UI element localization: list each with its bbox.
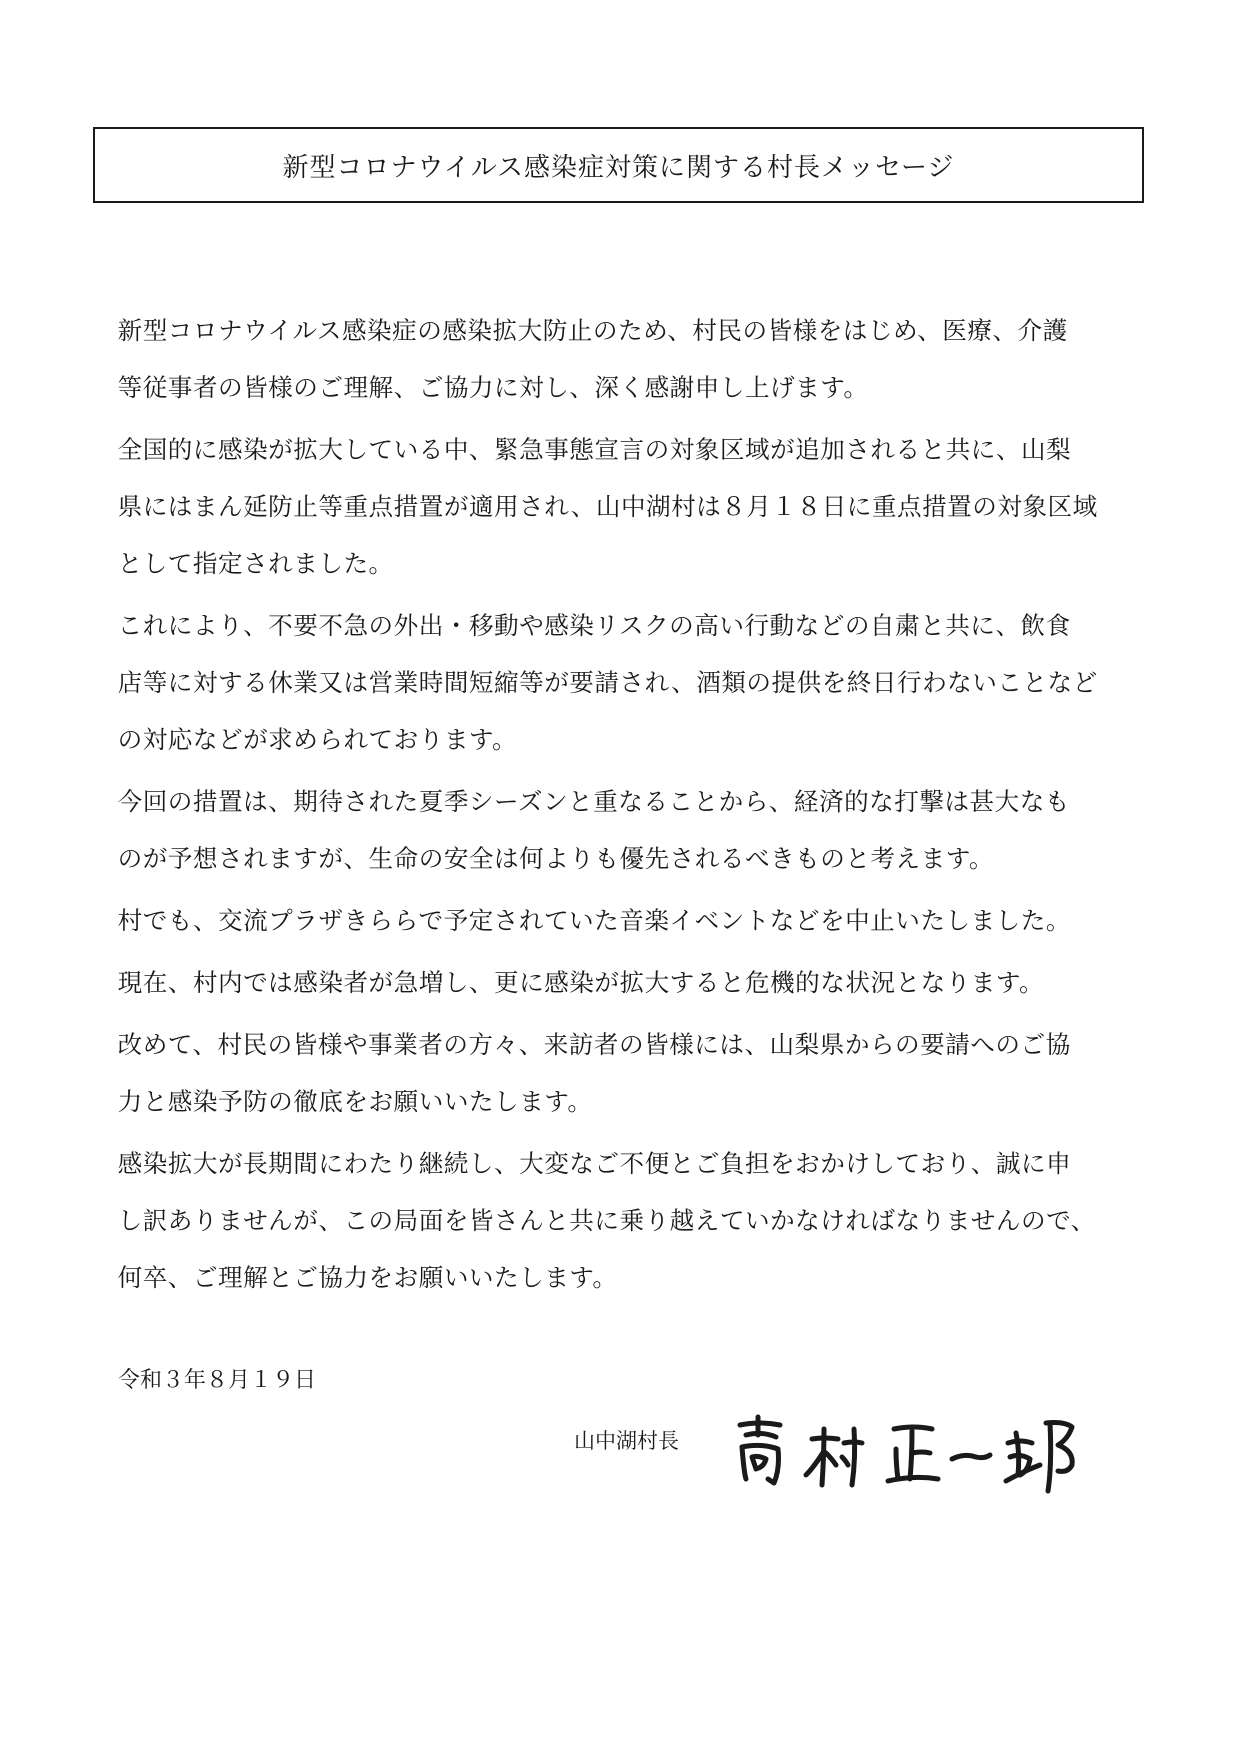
- paragraph-6: [93, 954, 1151, 1011]
- paragraph-2: [93, 421, 1151, 592]
- signature-stroke-group: [1006, 1423, 1072, 1492]
- issue-date: 令和３年８月１９日: [118, 1368, 317, 1393]
- paragraph-line: 等従事者の皆様のご理解、ご協力に対し、深く感謝申し上げます。: [117, 373, 869, 402]
- paragraph-line: のが予想されますが、生命の安全は何よりも優先されるべきものと考えます。: [117, 844, 994, 873]
- paragraph-line: として指定されました。: [117, 549, 394, 578]
- signer-title: 山中湖村長: [574, 1429, 679, 1453]
- paragraph-line: これにより、不要不急の外出・移動や感染リスクの高い行動などの自粛と共に、飲食: [117, 611, 1071, 640]
- paragraph-3: [93, 597, 1151, 768]
- paragraph-7: [93, 1016, 1151, 1130]
- paragraph-4: [93, 773, 1151, 887]
- paragraph-8: [93, 1135, 1151, 1306]
- paragraph-line: の対応などが求められております。: [117, 725, 518, 754]
- paragraph-line: 感染拡大が長期間にわたり継続し、大変なご不便とご負担をおかけしており、誠に申: [117, 1149, 1072, 1178]
- signature-stroke-group: [952, 1455, 990, 1459]
- paragraph-line: 現在、村内では感染者が急増し、更に感染が拡大すると危機的な状況となります。: [117, 968, 1045, 997]
- paragraph-line: 何卒、ご理解とご協力をお願いいたします。: [117, 1263, 618, 1292]
- paragraph-line: 店等に対する休業又は営業時間短縮等が要請され、酒類の提供を終日行わないことなど: [117, 668, 1098, 697]
- document-title: 新型コロナウイルス感染症対策に関する村長メッセージ: [282, 152, 955, 183]
- paragraph-5: [93, 892, 1151, 949]
- title-box: [93, 127, 1144, 203]
- signature-stroke-group: [740, 1417, 780, 1483]
- paragraph-line: 新型コロナウイルス感染症の感染拡大防止のため、村民の皆様をはじめ、医療、介護: [117, 316, 1068, 345]
- paragraph-line: 県にはまん延防止等重点措置が適用され、山中湖村は８月１８日に重点措置の対象区域: [117, 492, 1098, 521]
- paragraph-line: 全国的に感染が拡大している中、緊急事態宣言の対象区域が追加されると共に、山梨: [117, 435, 1072, 464]
- handwritten-signature: [728, 1395, 1098, 1495]
- signature-stroke-group: [888, 1427, 938, 1481]
- paragraph-line: 力と感染予防の徹底をお願いいたします。: [117, 1087, 593, 1116]
- paragraph-line: 改めて、村民の皆様や事業者の方々、来訪者の皆様には、山梨県からの要請へのご協: [117, 1030, 1071, 1059]
- signature-stroke-group: [806, 1429, 862, 1485]
- paragraph-line: 今回の措置は、期待された夏季シーズンと重なることから、経済的な打撃は甚大なも: [117, 787, 1070, 816]
- paragraph-line: 村でも、交流プラザきららで予定されていた音楽イベントなどを中止いたしました。: [117, 906, 1071, 935]
- message-body: [93, 302, 1151, 1311]
- paragraph-line: し訳ありませんが、この局面を皆さんと共に乗り越えていかなければなりませんので、: [117, 1206, 1096, 1235]
- paragraph-1: [93, 302, 1151, 416]
